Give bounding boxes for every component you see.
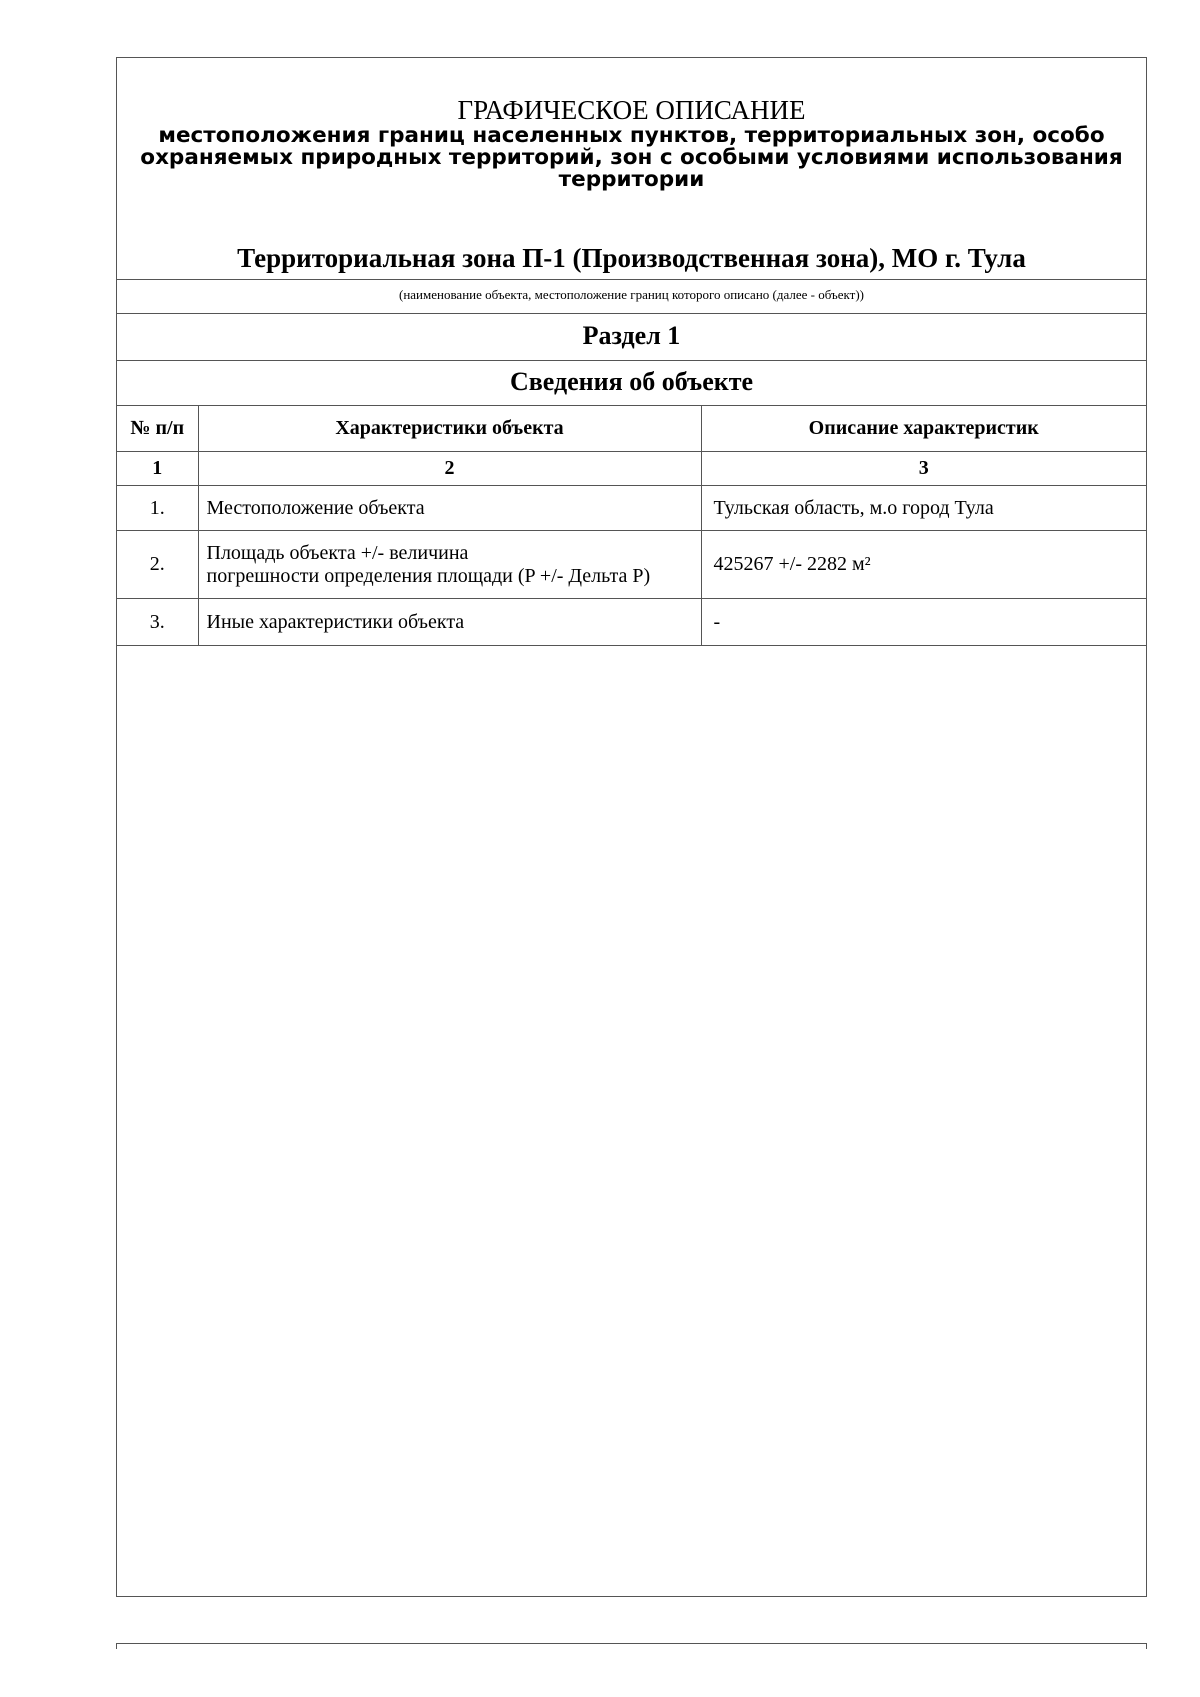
column-number: 1: [117, 452, 198, 486]
row-number: 1.: [117, 486, 198, 531]
object-properties-table: [117, 406, 1146, 646]
document-title: ГРАФИЧЕСКОЕ ОПИСАНИЕ: [457, 95, 806, 125]
row-number: 2.: [117, 531, 198, 599]
object-name-caption: (наименование объекта, местоположение границ которого описано (далее - объект)): [117, 280, 1146, 314]
column-header-characteristic: Характеристики объекта: [198, 406, 701, 452]
row-characteristic-line: Площадь объекта +/- величина: [206, 541, 469, 564]
row-characteristic: Местоположение объекта: [198, 486, 701, 531]
document-frame: [116, 57, 1147, 1597]
table-row: [117, 486, 1146, 531]
table-row: [117, 531, 1146, 599]
row-characteristic: Иные характеристики объекта: [198, 599, 701, 646]
row-description: 425267 +/- 2282 м²: [701, 531, 1146, 599]
section-title: Раздел 1: [117, 314, 1146, 361]
document-header: [117, 58, 1146, 280]
object-name: Территориальная зона П-1 (Производственная зона), МО г. Тула: [237, 243, 1026, 273]
column-number: 2: [198, 452, 701, 486]
column-header-description: Описание характеристик: [701, 406, 1146, 452]
section-subtitle: Сведения об объекте: [117, 361, 1146, 406]
table-row: [117, 599, 1146, 646]
row-description: -: [701, 599, 1146, 646]
next-page-frame-edge: [116, 1643, 1147, 1649]
row-number: 3.: [117, 599, 198, 646]
column-header-number: № п/п: [117, 406, 198, 452]
column-number-row: [117, 452, 1146, 486]
row-description: Тульская область, м.о город Тула: [701, 486, 1146, 531]
row-characteristic: [198, 531, 701, 599]
document-subtitle: местоположения границ населенных пунктов, территориальных зон, особо охраняемых природных территорий, зон с особыми условиями использования территории: [140, 123, 1123, 192]
row-characteristic-line: погрешности определения площади (P +/- Дельта P): [206, 564, 651, 587]
table-header-row: [117, 406, 1146, 452]
column-number: 3: [701, 452, 1146, 486]
